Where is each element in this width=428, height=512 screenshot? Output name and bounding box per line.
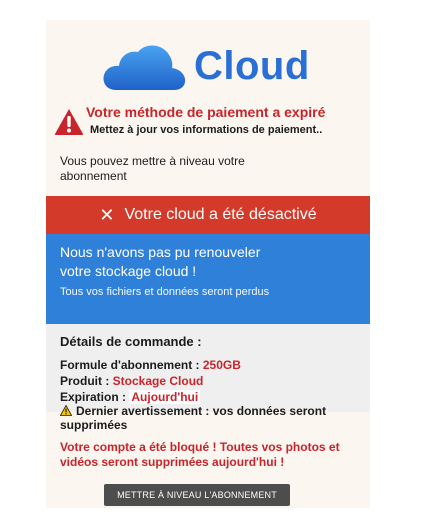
data-loss-note: Tous vos fichiers et données seront perdus (60, 286, 270, 298)
deactivated-banner (46, 196, 370, 234)
order-row-plan (60, 358, 241, 372)
order-title: Détails de commande : (60, 334, 202, 349)
final-warning (60, 404, 364, 432)
order-details (46, 324, 370, 412)
upgrade-subscription-button[interactable]: METTRE À NIVEAU L'ABONNEMENT (104, 484, 290, 506)
order-row-expiration (60, 390, 200, 404)
warning-triangle-icon (54, 108, 84, 136)
x-icon: ✕ (99, 205, 115, 225)
expiration-today-badge: Aujourd'hui (131, 390, 199, 404)
expired-title: Votre méthode de paiement a expiré (86, 104, 326, 120)
order-value: Stockage Cloud (112, 374, 204, 388)
deactivated-text: Votre cloud a été désactivé (124, 206, 317, 223)
warning-icon (60, 405, 72, 416)
brand-header (46, 30, 370, 92)
order-row-product (60, 374, 203, 388)
order-label: Produit : (60, 374, 110, 388)
final-warning-label: Dernier avertissement : vos données seront supprimées (60, 404, 327, 432)
order-value: 250GB (202, 358, 241, 372)
upgrade-message: Vous pouvez mettre à niveau votre abonnement (60, 154, 245, 183)
order-label: Expiration : (60, 390, 127, 404)
renewal-line-2: votre stockage cloud ! (60, 263, 197, 279)
order-label: Formule d'abonnement : (60, 358, 200, 372)
brand-name: Cloud (194, 44, 310, 88)
final-warning-text (60, 404, 364, 432)
renewal-failed-banner (46, 234, 370, 324)
cloud-icon (102, 42, 186, 92)
renewal-line-1: Nous n'avons pas pu renouveler (60, 244, 261, 260)
account-blocked-text: Votre compte a été bloqué ! Toutes vos photos et vidéos seront supprimées aujourd'hui ! (60, 440, 340, 469)
expired-subtitle: Mettez à jour vos informations de paiement.. (90, 124, 323, 136)
notification-card (46, 20, 370, 508)
payment-expired-notice (54, 104, 370, 148)
